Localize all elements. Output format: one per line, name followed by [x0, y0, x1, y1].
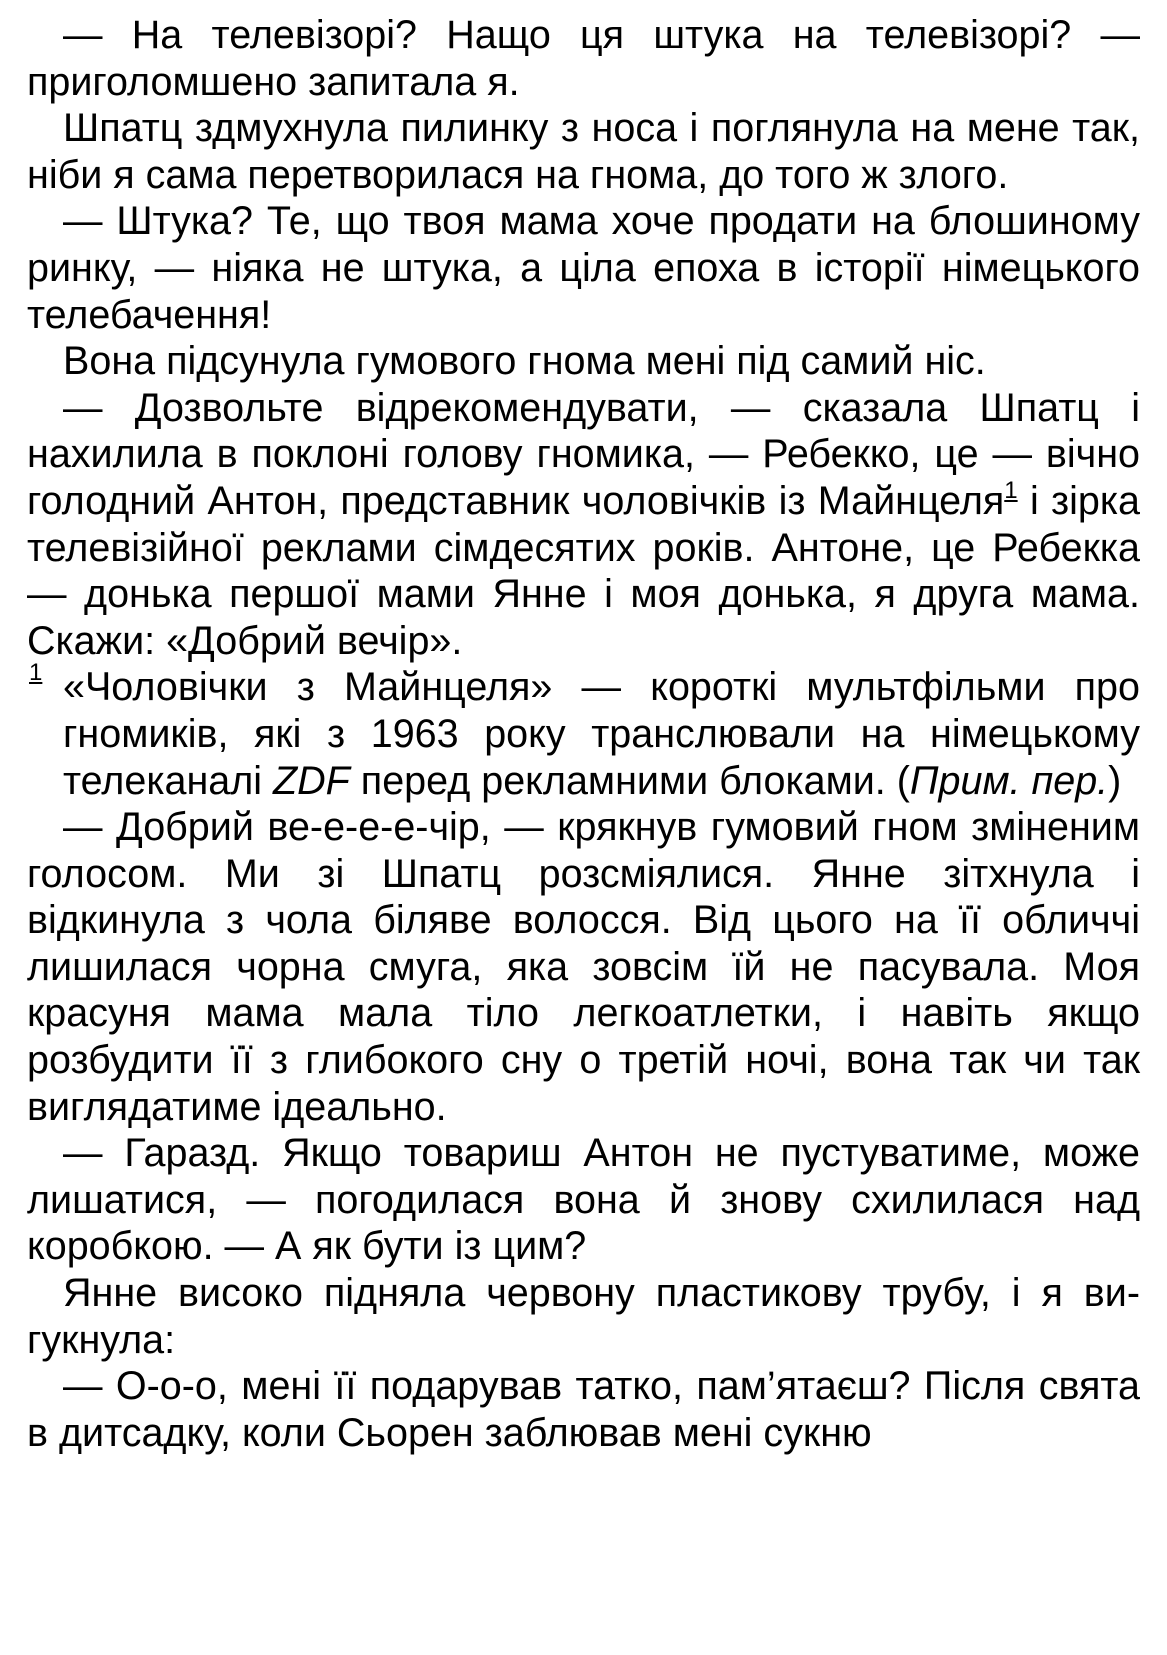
footnote-mark: 1: [29, 659, 43, 687]
footnote-reference[interactable]: 1: [1004, 476, 1018, 504]
paragraph: — Добрий ве-е-е-е-чір, — крякнув гумовий гном зміненим голосом. Ми зі Шпатц розсміялися. Янне зітхнула і відкинула з чола біляве волосся. Від цього на її обличчі лишилася чорна смуга, яка зовсім їй не пасувала. Моя красуня мама мала тіло легкоатлетки, і навіть якщо розбудити її з глибокого сну о третій ночі, вона так чи так виглядатиме ідеально.: [27, 805, 1140, 1129]
translator-note: Прим. пер.: [909, 758, 1109, 803]
channel-name: ZDF: [273, 758, 350, 803]
footnote-text: перед рекламними блоками. (: [349, 758, 910, 803]
footnote: [27, 659, 1140, 804]
paragraph-text: і зірка телевізійної реклами сімдесятих років. Антоне, це Ребекка — донька першої мами Янне і моя донька, я друга мама. Скажи: «Добрий вечір».: [27, 478, 1141, 663]
paragraph: — Гаразд. Якщо товариш Антон не пустуватиме, може лишатися, — погодилася вона й знову схилилася над коробкою. — А як бути із цим?: [27, 1131, 1140, 1269]
footnote-text: «Чоловічки з Майнцеля» — короткі мультфільми про гномиків, які з 1963 року транслювали на німецькому телеканалі: [63, 665, 1140, 803]
book-page: [27, 12, 1140, 1456]
paragraph: Вона підсунула гумового гнома мені під самий ніс.: [63, 339, 986, 384]
paragraph: — На телевізорі? Нащо ця штука на телевізорі? — приголомшено запитала я.: [27, 13, 1140, 104]
paragraph: — О-о-о, мені її подарував татко, пам’ятаєш? Після свята в дитсадку, коли Сьорен заблював мені сукню: [27, 1364, 1140, 1455]
paragraph: Шпатц здмухнула пилинку з носа і поглянула на мене так, ніби я сама перетворилася на гнома, до того ж злого.: [27, 106, 1140, 197]
paragraph-with-footnote-ref: [27, 385, 1140, 665]
paragraph: — Штука? Те, що твоя мама хоче продати на блошиному ринку, — ніяка не штука, а ціла епоха в історії німецького телебачення!: [27, 199, 1140, 337]
paragraph: Янне високо підняла червону пластикову трубу, і я вигукнула:: [27, 1271, 1140, 1362]
footnote-text: ): [1108, 758, 1122, 803]
paragraph-text: — Дозвольте відрекомендувати, — сказала Шпатц і нахилила в поклоні голову гномика, — Ребекко, це — вічно голодний Антон, представник чоловічків із Майнцеля: [27, 385, 1140, 523]
